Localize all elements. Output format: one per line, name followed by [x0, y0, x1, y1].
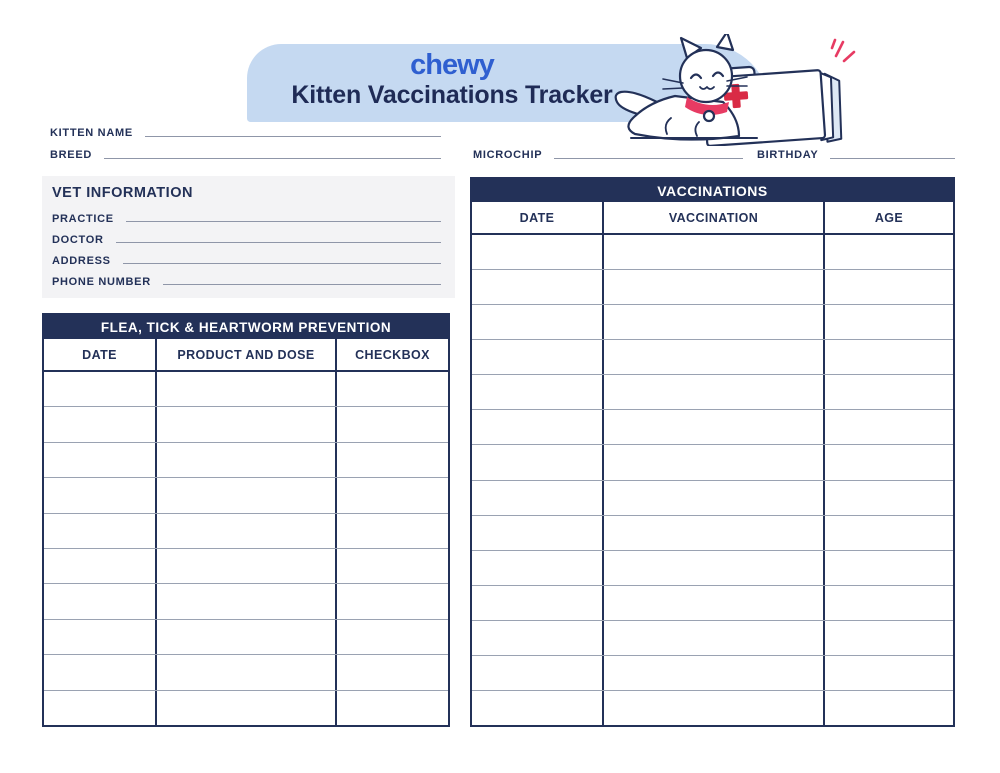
vaccinations-col-age: AGE [823, 202, 953, 233]
table-cell-empty[interactable] [44, 514, 155, 548]
table-cell-empty[interactable] [155, 478, 335, 512]
table-cell-empty[interactable] [823, 305, 953, 339]
table-row [472, 656, 953, 691]
table-row [472, 481, 953, 516]
chewy-logo: chewy [410, 49, 494, 81]
table-cell-empty[interactable] [335, 691, 448, 725]
table-cell-empty[interactable] [335, 514, 448, 548]
table-cell-empty[interactable] [823, 270, 953, 304]
table-row [472, 691, 953, 725]
vaccinations-table-column-headers [472, 202, 953, 235]
vet-information-section [42, 176, 455, 298]
table-row [472, 270, 953, 305]
prevention-table-column-headers [44, 339, 448, 372]
table-cell-empty[interactable] [335, 584, 448, 618]
address-field [52, 246, 441, 267]
breed-field [50, 149, 441, 161]
address-label: ADDRESS [52, 255, 111, 267]
table-cell-empty[interactable] [335, 407, 448, 441]
address-blank-line[interactable] [123, 254, 441, 264]
practice-blank-line[interactable] [126, 212, 441, 222]
table-row [44, 584, 448, 619]
table-row [44, 407, 448, 442]
table-cell-empty[interactable] [472, 340, 602, 374]
table-cell-empty[interactable] [44, 443, 155, 477]
table-cell-empty[interactable] [823, 656, 953, 690]
table-cell-empty[interactable] [602, 481, 823, 515]
table-cell-empty[interactable] [335, 620, 448, 654]
table-cell-empty[interactable] [335, 443, 448, 477]
table-cell-empty[interactable] [44, 549, 155, 583]
table-cell-empty[interactable] [602, 340, 823, 374]
table-row [44, 655, 448, 690]
table-row [44, 620, 448, 655]
doctor-field [52, 225, 441, 246]
kitten-name-blank-line[interactable] [145, 127, 441, 137]
table-row [472, 305, 953, 340]
table-row [472, 445, 953, 480]
table-cell-empty[interactable] [335, 478, 448, 512]
table-cell-empty[interactable] [472, 235, 602, 269]
vaccinations-table-body [472, 235, 953, 725]
practice-label: PRACTICE [52, 213, 114, 225]
table-cell-empty[interactable] [602, 270, 823, 304]
table-cell-empty[interactable] [335, 549, 448, 583]
table-cell-empty[interactable] [155, 691, 335, 725]
table-cell-empty[interactable] [472, 586, 602, 620]
table-cell-empty[interactable] [823, 516, 953, 550]
table-cell-empty[interactable] [602, 235, 823, 269]
table-row [472, 410, 953, 445]
table-cell-empty[interactable] [155, 620, 335, 654]
table-cell-empty[interactable] [472, 375, 602, 409]
table-cell-empty[interactable] [602, 410, 823, 444]
vaccinations-col-vaccination: VACCINATION [602, 202, 823, 233]
table-cell-empty[interactable] [472, 551, 602, 585]
vet-information-title: VET INFORMATION [52, 185, 193, 201]
table-cell-empty[interactable] [602, 516, 823, 550]
table-cell-empty[interactable] [155, 549, 335, 583]
table-row [44, 549, 448, 584]
birthday-field [757, 149, 955, 161]
vaccinations-table-title: VACCINATIONS [472, 179, 953, 202]
phone-number-field [52, 267, 441, 288]
table-cell-empty[interactable] [823, 410, 953, 444]
sparkle-accent-icon [832, 40, 854, 61]
phone-number-blank-line[interactable] [163, 275, 441, 285]
table-cell-empty[interactable] [823, 375, 953, 409]
prevention-table-title: FLEA, TICK & HEARTWORM PREVENTION [44, 315, 448, 339]
doctor-blank-line[interactable] [116, 233, 441, 243]
table-row [44, 372, 448, 407]
table-cell-empty[interactable] [155, 372, 335, 406]
table-cell-empty[interactable] [472, 270, 602, 304]
table-cell-empty[interactable] [335, 372, 448, 406]
table-row [44, 514, 448, 549]
table-row [472, 340, 953, 375]
table-cell-empty[interactable] [602, 375, 823, 409]
prevention-col-date: DATE [82, 347, 117, 362]
prevention-table-body [44, 372, 448, 725]
table-row [472, 375, 953, 410]
prevention-table [42, 313, 450, 727]
table-cell-empty[interactable] [602, 445, 823, 479]
table-cell-empty[interactable] [44, 372, 155, 406]
table-cell-empty[interactable] [823, 551, 953, 585]
table-cell-empty[interactable] [472, 691, 602, 725]
table-cell-empty[interactable] [602, 305, 823, 339]
table-row [472, 621, 953, 656]
table-row [44, 691, 448, 725]
birthday-label: BIRTHDAY [757, 149, 819, 161]
table-cell-empty[interactable] [472, 445, 602, 479]
table-cell-empty[interactable] [823, 691, 953, 725]
breed-blank-line[interactable] [104, 149, 441, 159]
table-cell-empty[interactable] [472, 481, 602, 515]
table-cell-empty[interactable] [602, 586, 823, 620]
table-cell-empty[interactable] [335, 655, 448, 689]
table-row [472, 235, 953, 270]
table-cell-empty[interactable] [155, 407, 335, 441]
table-row [44, 443, 448, 478]
page-title: Kitten Vaccinations Tracker [291, 81, 613, 109]
table-cell-empty[interactable] [472, 516, 602, 550]
kitten-name-field [50, 127, 441, 139]
table-cell-empty[interactable] [602, 621, 823, 655]
birthday-blank-line[interactable] [830, 149, 955, 159]
practice-field [52, 204, 441, 225]
table-cell-empty[interactable] [823, 586, 953, 620]
table-row [472, 516, 953, 551]
table-cell-empty[interactable] [44, 584, 155, 618]
table-cell-empty[interactable] [44, 691, 155, 725]
table-cell-empty[interactable] [472, 305, 602, 339]
table-cell-empty[interactable] [602, 656, 823, 690]
vaccinations-col-date: DATE [519, 210, 555, 225]
table-cell-empty[interactable] [155, 655, 335, 689]
prevention-col-checkbox: CHECKBOX [335, 339, 448, 370]
table-cell-empty[interactable] [155, 443, 335, 477]
table-cell-empty[interactable] [472, 621, 602, 655]
table-row [472, 586, 953, 621]
microchip-label: MICROCHIP [473, 149, 543, 161]
table-cell-empty[interactable] [44, 478, 155, 512]
table-row [44, 478, 448, 513]
microchip-blank-line[interactable] [554, 149, 743, 159]
table-cell-empty[interactable] [823, 621, 953, 655]
microchip-field [473, 149, 743, 161]
vaccinations-table [470, 177, 955, 727]
table-row [472, 551, 953, 586]
table-cell-empty[interactable] [823, 340, 953, 374]
breed-label: BREED [50, 149, 93, 161]
table-cell-empty[interactable] [155, 514, 335, 548]
banner-text [247, 50, 657, 110]
table-cell-empty[interactable] [823, 235, 953, 269]
doctor-label: DOCTOR [52, 234, 104, 246]
table-cell-empty[interactable] [602, 551, 823, 585]
table-cell-empty[interactable] [44, 655, 155, 689]
phone-number-label: PHONE NUMBER [52, 276, 151, 288]
table-cell-empty[interactable] [44, 407, 155, 441]
table-cell-empty[interactable] [823, 481, 953, 515]
table-cell-empty[interactable] [44, 620, 155, 654]
table-cell-empty[interactable] [472, 656, 602, 690]
table-cell-empty[interactable] [155, 584, 335, 618]
table-cell-empty[interactable] [472, 410, 602, 444]
table-cell-empty[interactable] [602, 691, 823, 725]
prevention-col-product-and-dose: PRODUCT AND DOSE [155, 339, 335, 370]
kitten-name-label: KITTEN NAME [50, 127, 133, 139]
table-cell-empty[interactable] [823, 445, 953, 479]
